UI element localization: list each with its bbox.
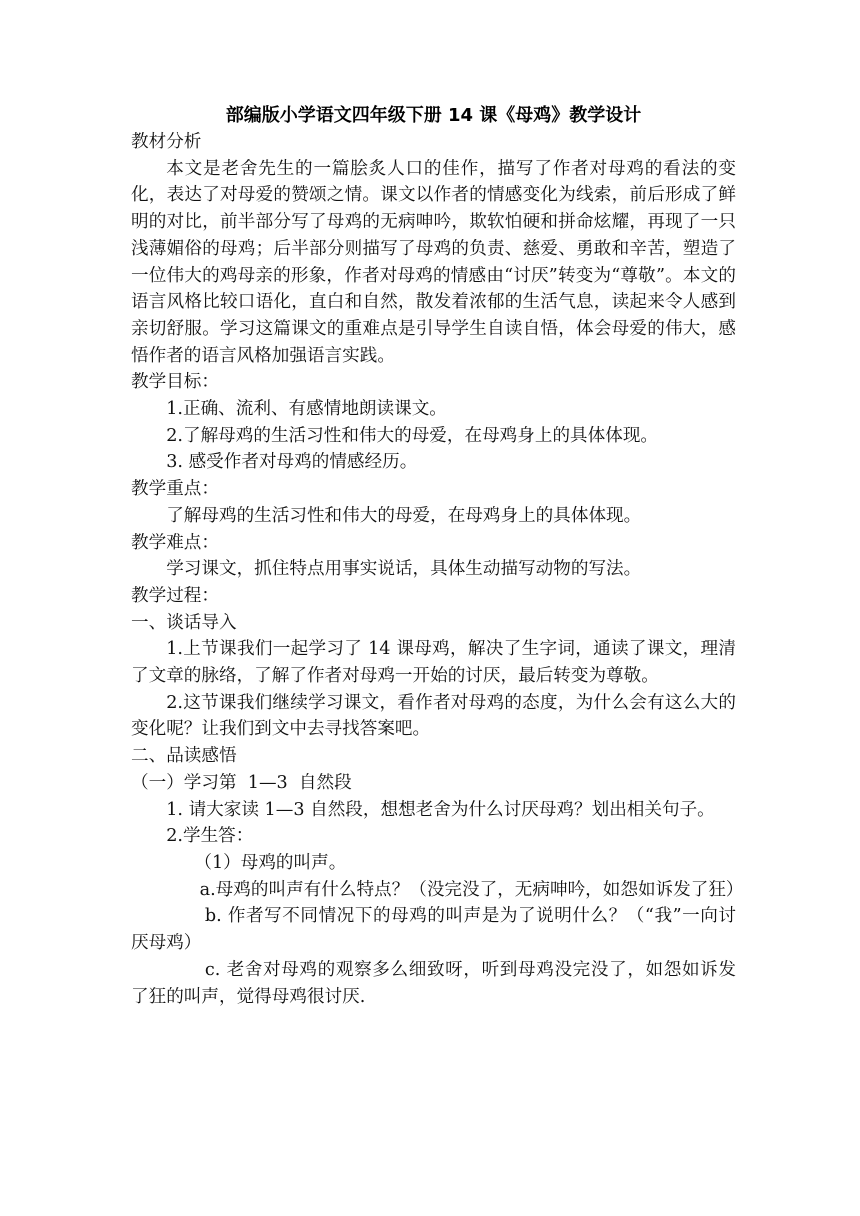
difficulty-text: 学习课文，抓住特点用事实说话，具体生动描写动物的写法。 [166, 559, 642, 580]
page-title: 部编版小学语文四年级下册 14 课《母鸡》教学设计 [225, 105, 642, 126]
goal-item: 3. 感受作者对母鸡的情感经历。 [166, 452, 418, 473]
sub-heading-paragraphs-1-3: （一）学习第 1—3 自然段 [131, 772, 352, 793]
section-heading-difficulty: 教学难点： [131, 532, 219, 553]
goal-item: 2.了解母鸡的生活习性和伟大的母爱，在母鸡身上的具体体现。 [166, 425, 659, 446]
answer-point: （1）母鸡的叫声。 [194, 852, 347, 873]
answer-detail-b: b. 作者写不同情况下的母鸡的叫声是为了说明什么？（“我”一向讨厌母鸡） [131, 906, 736, 954]
intro-item: 1.上节课我们一起学习了 14 课母鸡，解决了生字词，通读了课文，理清了文章的脉络，了解了作者对母鸡一开始的讨厌，最后转变为尊敬。 [131, 639, 736, 687]
section-heading-analysis: 教材分析 [131, 132, 202, 152]
document-body [131, 103, 744, 1010]
answer-label: 2.学生答： [166, 826, 254, 847]
analysis-paragraph: 本文是老舍先生的一篇脍炙人口的佳作，描写了作者对母鸡的看法的变化，表达了对母爱的赞颂之情。课文以作者的情感变化为线索，前后形成了鲜明的对比，前半部分写了母鸡的无病呻吟，欺软怕硬和拼命炫耀，再现了一只浅薄媚俗的母鸡；后半部分则描写了母鸡的负责、慈爱、勇敢和辛苦，塑造了一位伟大的鸡母亲的形象，作者对母鸡的情感由“讨厌”转变为“尊敬”。本文的语言风格比较口语化，直白和自然，散发着浓郁的生活气息，读起来令人感到亲切舒服。学习这篇课文的重难点是引导学生自读自悟，体会母爱的伟大，感悟作者的语言风格加强语言实践。 [131, 158, 736, 366]
section-heading-key-point: 教学重点： [131, 479, 219, 500]
part-heading-reading: 二、品读感悟 [131, 746, 237, 767]
goal-item: 1.正确、流利、有感情地朗读课文。 [166, 399, 447, 420]
intro-item: 2.这节课我们继续学习课文，看作者对母鸡的态度，为什么会有这么大的变化呢？让我们到文中去寻找答案吧。 [131, 692, 736, 740]
answer-detail-c: c. 老舍对母鸡的观察多么细致呀，听到母鸡没完没了，如怨如诉发了狂的叫声，觉得母鸡很讨厌. [131, 959, 736, 1007]
question-item: 1. 请大家读 1—3 自然段，想想老舍为什么讨厌母鸡？划出相关句子。 [166, 799, 715, 820]
section-heading-process: 教学过程： [131, 585, 219, 606]
answer-detail-a: a.母鸡的叫声有什么特点？（没完没了，无病呻吟，如怨如诉发了狂） [199, 879, 744, 900]
key-point-text: 了解母鸡的生活习性和伟大的母爱，在母鸡身上的具体体现。 [166, 505, 642, 526]
part-heading-intro: 一、谈话导入 [131, 612, 237, 633]
section-heading-goals: 教学目标： [131, 372, 219, 393]
